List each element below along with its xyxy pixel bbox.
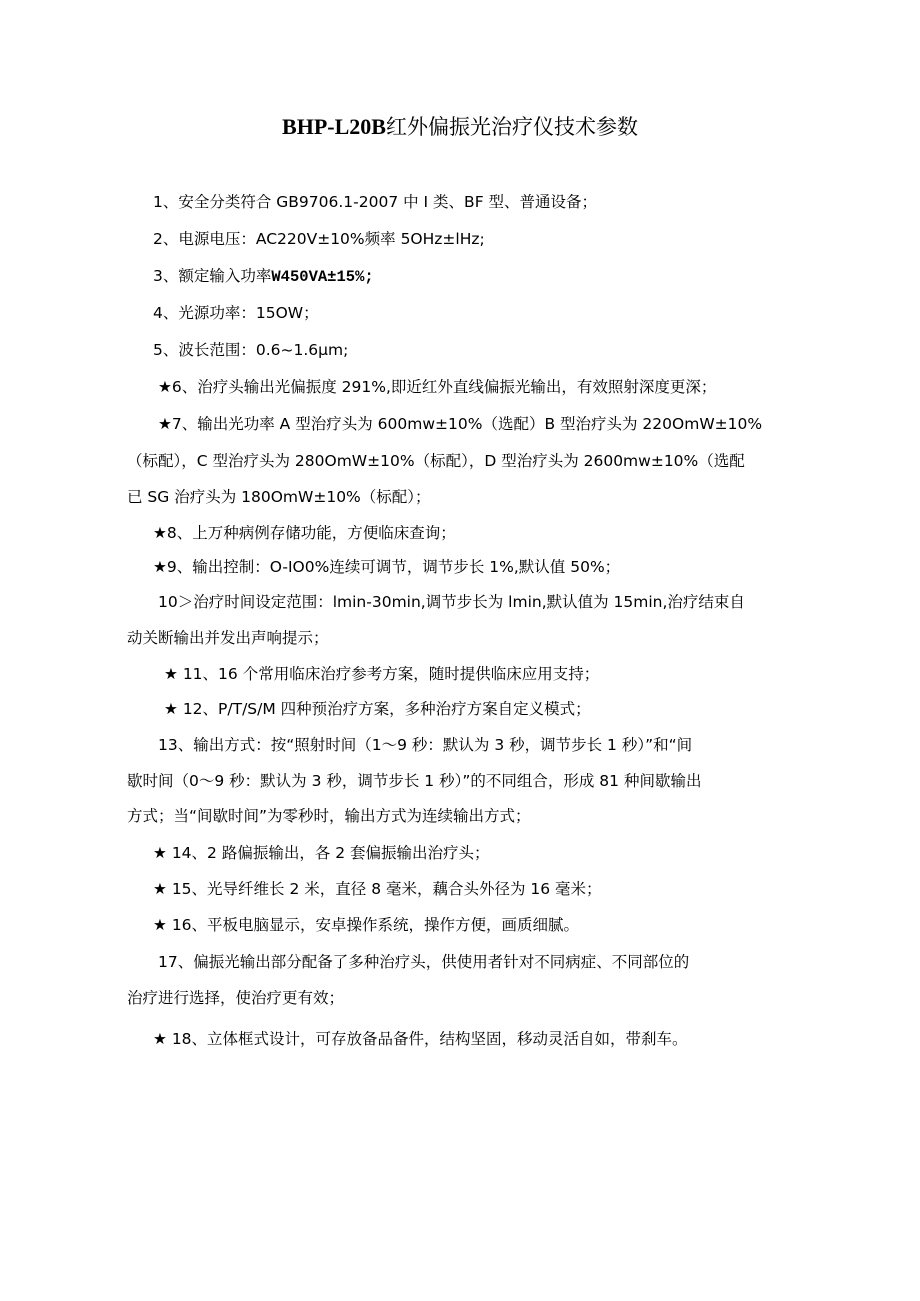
- spec-item-8: ★8、上万种病例存储功能，方便临床查询；: [153, 524, 456, 542]
- spec-item-17-line-1: 17、偏振光输出部分配备了多种治疗头，供使用者针对不同病症、不同部位的: [158, 953, 690, 971]
- page-title: [0, 112, 920, 142]
- spec-item-3: [153, 264, 374, 289]
- spec-item-13-line-2: 歇时间（0～9 秒：默认为 3 秒，调节步长 1 秒）”的不同组合，形成 81 种间歇输出: [127, 772, 702, 790]
- spec-item-10-line-1: 10＞治疗时间设定范围：lmin-30min,调节步长为 lmin,默认值为 15min,治疗结束自: [158, 593, 745, 611]
- spec-item-7-line-1: ★7、输出光功率 A 型治疗头为 600mw±10%（选配）B 型治疗头为 220OmW±10%: [158, 415, 763, 433]
- spec-item-2: 2、电源电压：AC220V±10%频率 5OHz±lHz;: [153, 230, 485, 248]
- spec-item-5: 5、波长范围：0.6~1.6μm;: [153, 341, 349, 359]
- spec-item-3-value: W450VA±15%;: [271, 268, 374, 286]
- spec-item-13-line-3: 方式；当“间歇时间”为零秒时，输出方式为连续输出方式；: [127, 807, 531, 825]
- spec-item-18: ★ 18、立体框式设计，可存放备品备件，结构坚固，移动灵活自如，带刹车。: [153, 1030, 688, 1048]
- spec-item-10-line-2: 动关断输出并发出声响提示；: [127, 629, 329, 647]
- spec-item-6: ★6、治疗头输出光偏振度 291%,即近红外直线偏振光输出，有效照射深度更深；: [158, 378, 717, 396]
- spec-item-17-line-2: 治疗进行选择，使治疗更有效；: [127, 989, 345, 1007]
- spec-item-16: ★ 16、平板电脑显示，安卓操作系统，操作方便，画质细腻。: [153, 916, 580, 934]
- title-text: 红外偏振光治疗仪技术参数: [385, 115, 638, 139]
- spec-item-1: 1、安全分类符合 GB9706.1-2007 中 I 类、BF 型、普通设备；: [153, 193, 598, 211]
- spec-item-15: ★ 15、光导纤维长 2 米，直径 8 毫米，藕合头外径为 16 毫米；: [153, 880, 602, 898]
- spec-item-7-line-3: 已 SG 治疗头为 180OmW±10%（标配）；: [127, 488, 431, 506]
- spec-item-13-line-1: 13、输出方式：按“照射时间（1～9 秒：默认为 3 秒，调节步长 1 秒）”和“间: [158, 736, 693, 754]
- title-model: BHP-L20B: [282, 114, 386, 139]
- spec-item-14: ★ 14、2 路偏振输出，各 2 套偏振输出治疗头；: [153, 844, 490, 862]
- spec-item-3-prefix: 3、额定输入功率: [153, 267, 272, 285]
- spec-item-9: ★9、输出控制：O-IO0%连续可调节，调节步长 1%,默认值 50%；: [153, 558, 621, 576]
- spec-item-4: 4、光源功率：15OW；: [153, 304, 319, 322]
- spec-item-7-line-2: （标配），C 型治疗头为 280OmW±10%（标配），D 型治疗头为 2600mw±10%（选配: [127, 452, 745, 470]
- spec-item-12: ★ 12、P/T/S/M 四种预治疗方案，多种治疗方案自定义模式；: [164, 700, 591, 718]
- spec-item-11: ★ 11、16 个常用临床治疗参考方案，随时提供临床应用支持；: [164, 665, 600, 683]
